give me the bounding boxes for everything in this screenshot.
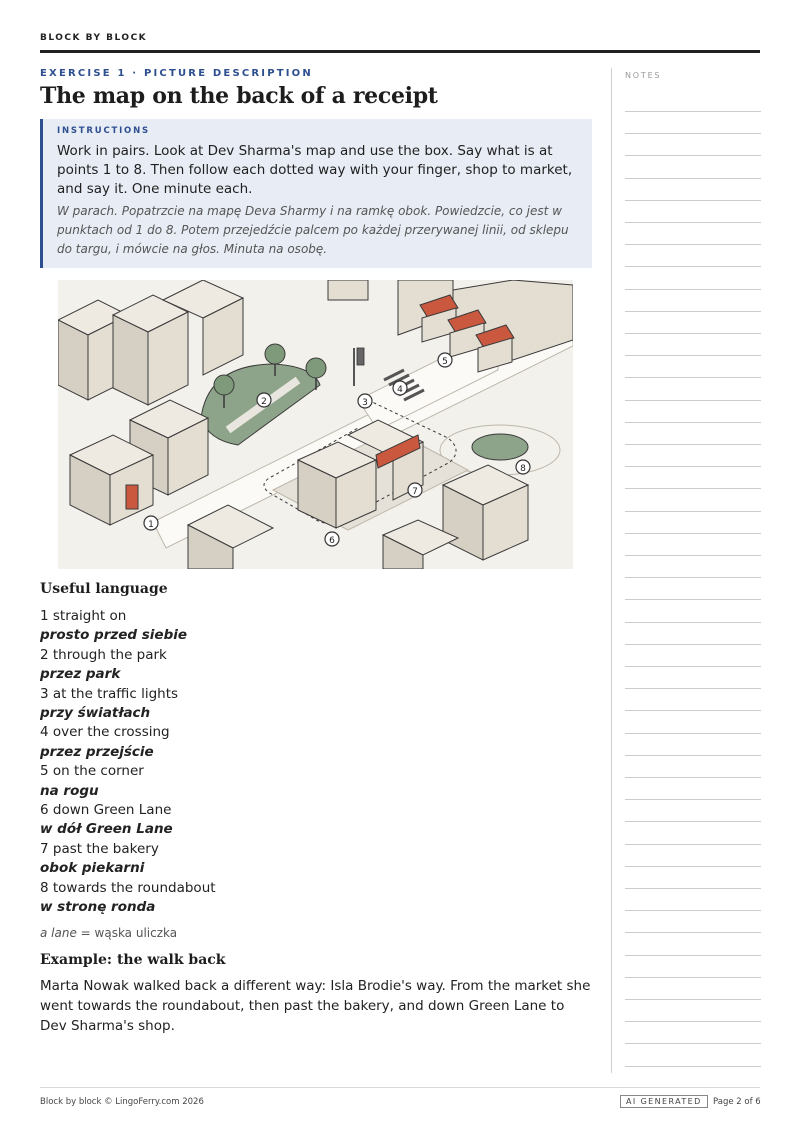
note-line bbox=[625, 599, 761, 600]
note-line bbox=[625, 910, 761, 911]
map-marker-3 bbox=[358, 394, 372, 408]
note-line bbox=[625, 533, 761, 534]
notes-sidebar bbox=[611, 68, 761, 1073]
note-line bbox=[625, 133, 761, 134]
map-marker-1 bbox=[144, 516, 158, 530]
map-marker-6 bbox=[325, 532, 339, 546]
phrase-pl: na rogu bbox=[40, 782, 99, 799]
map-marker-2 bbox=[257, 393, 271, 407]
note-line bbox=[625, 888, 761, 889]
note-line bbox=[625, 511, 761, 512]
map-marker-3-label: 3 bbox=[362, 398, 368, 408]
note-line bbox=[625, 666, 761, 667]
note-line bbox=[625, 577, 761, 578]
note-line bbox=[625, 289, 761, 290]
phrase-pl: obok piekarni bbox=[40, 860, 145, 877]
header-brand: BLOCK BY BLOCK bbox=[40, 33, 148, 43]
phrase-pl: przez park bbox=[40, 666, 121, 683]
phrase-en: 2 through the park bbox=[40, 646, 167, 663]
note-line bbox=[625, 466, 761, 467]
phrase-en: 1 straight on bbox=[40, 608, 127, 624]
note-line bbox=[625, 555, 761, 556]
map-marker-6-label: 6 bbox=[329, 536, 335, 546]
notes-label: NOTES bbox=[625, 71, 662, 80]
map-marker-4 bbox=[393, 381, 407, 395]
phrase-en: 3 at the traffic lights bbox=[40, 685, 179, 702]
note-line bbox=[625, 200, 761, 201]
phrase-en: 6 down Green Lane bbox=[40, 802, 172, 819]
note-line bbox=[625, 1043, 761, 1044]
example-heading: Example: the walk back bbox=[40, 951, 226, 968]
glossary-note bbox=[40, 926, 592, 940]
note-line bbox=[625, 377, 761, 378]
map-marker-7-label: 7 bbox=[412, 487, 418, 497]
note-line bbox=[625, 488, 761, 489]
phrase-en: 5 on the corner bbox=[40, 763, 144, 780]
note-line bbox=[625, 111, 761, 112]
map-marker-2-label: 2 bbox=[261, 397, 267, 407]
map-marker-5-label: 5 bbox=[442, 357, 448, 367]
note-line bbox=[625, 932, 761, 933]
page-number: Page 2 of 6 bbox=[713, 1097, 761, 1107]
note-line bbox=[625, 777, 761, 778]
map-marker-8-label: 8 bbox=[520, 464, 526, 474]
useful-language-heading: Useful language bbox=[40, 581, 168, 597]
note-line bbox=[625, 400, 761, 401]
phrase-en: 8 towards the roundabout bbox=[40, 879, 216, 896]
note-line bbox=[625, 977, 761, 978]
phrase-pl: prosto przed siebie bbox=[40, 627, 188, 644]
note-line bbox=[625, 844, 761, 845]
footer-copyright: Block by block © LingoFerry.com 2026 bbox=[40, 1097, 204, 1107]
note-line bbox=[625, 311, 761, 312]
map-marker-5 bbox=[438, 353, 452, 367]
map-marker-7 bbox=[408, 483, 422, 497]
instructions-english: Work in pairs. Look at Dev Sharma's map and use the box. Say what is at points 1 to 8. Then follow each dotted way with your finger, shop to market, and say it. One minute each. bbox=[57, 143, 573, 197]
glossary-definition: = wąska uliczka bbox=[76, 925, 178, 940]
note-line bbox=[625, 422, 761, 423]
exercise-kicker: EXERCISE 1 · PICTURE DESCRIPTION bbox=[40, 68, 313, 79]
phrase-pl: przy światłach bbox=[40, 705, 151, 722]
note-line bbox=[625, 733, 761, 734]
map-illustration bbox=[58, 280, 573, 569]
map-svg bbox=[58, 280, 573, 569]
note-line bbox=[625, 821, 761, 822]
phrase-pl: w stronę ronda bbox=[40, 899, 156, 916]
instructions-box bbox=[40, 119, 592, 268]
header-rule bbox=[40, 50, 760, 53]
footer-rule bbox=[40, 1087, 760, 1088]
useful-language-list bbox=[40, 607, 592, 918]
map-marker-4-label: 4 bbox=[397, 385, 403, 395]
example-text: Marta Nowak walked back a different way: Isla Brodie's way. From the market she went towards the roundabout, then past the bakery, and down Green Lane to Dev Sharma's shop. bbox=[40, 977, 591, 1034]
glossary-term: a lane bbox=[40, 925, 77, 940]
note-line bbox=[625, 333, 761, 334]
phrase-en: 4 over the crossing bbox=[40, 724, 170, 741]
note-line bbox=[625, 799, 761, 800]
note-line bbox=[625, 444, 761, 445]
note-line bbox=[625, 622, 761, 623]
ai-generated-badge: AI GENERATED bbox=[620, 1095, 708, 1108]
note-line bbox=[625, 355, 761, 356]
phrase-en: 7 past the bakery bbox=[40, 840, 159, 857]
note-line bbox=[625, 710, 761, 711]
note-line bbox=[625, 222, 761, 223]
note-line bbox=[625, 178, 761, 179]
phrase-pl: przez przejście bbox=[40, 743, 154, 760]
page-title: The map on the back of a receipt bbox=[40, 83, 438, 109]
note-line bbox=[625, 999, 761, 1000]
note-line bbox=[625, 1021, 761, 1022]
note-line bbox=[625, 755, 761, 756]
note-line bbox=[625, 244, 761, 245]
note-line bbox=[625, 1066, 761, 1067]
note-line bbox=[625, 688, 761, 689]
map-marker-8 bbox=[516, 460, 530, 474]
instructions-polish: W parach. Popatrzcie na mapę Deva Sharmy i na ramkę obok. Powiedzcie, co jest w punktach od 1 do 8. Potem przejedźcie palcem po każdej przerywanej linii, od sklepu do targu, i mówcie na głos. Minuta na osobę. bbox=[57, 204, 569, 256]
note-line bbox=[625, 644, 761, 645]
instructions-label: INSTRUCTIONS bbox=[57, 126, 150, 136]
note-line bbox=[625, 955, 761, 956]
note-line bbox=[625, 266, 761, 267]
phrase-pl: w dół Green Lane bbox=[40, 821, 173, 838]
note-line bbox=[625, 866, 761, 867]
main-column bbox=[40, 68, 592, 1036]
note-line bbox=[625, 155, 761, 156]
map-marker-1-label: 1 bbox=[148, 520, 154, 530]
